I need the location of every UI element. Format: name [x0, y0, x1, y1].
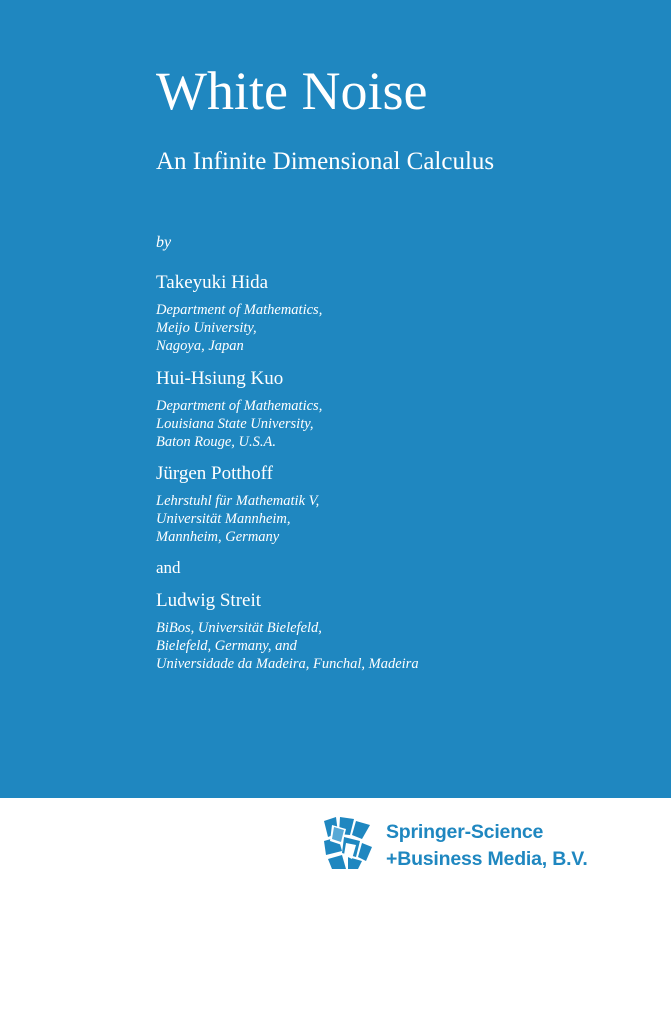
author-affiliation-line: Bielefeld, Germany, and: [156, 638, 297, 654]
author-affiliation-line: Baton Rouge, U.S.A.: [156, 434, 277, 450]
publisher-name-line1: Springer-Science: [386, 821, 544, 843]
author-affiliation-line: Lehrstuhl für Mathematik V,: [156, 493, 320, 509]
by-label: by: [156, 234, 172, 251]
author-name: Jürgen Potthoff: [156, 463, 273, 484]
author-name: Ludwig Streit: [156, 590, 262, 611]
book-title: White Noise: [156, 61, 428, 121]
springer-horse-logo-icon: [322, 815, 374, 871]
and-label: and: [156, 558, 181, 577]
author-name: Takeyuki Hida: [156, 272, 269, 293]
author-affiliation-line: Nagoya, Japan: [156, 338, 244, 354]
author-name: Hui-Hsiung Kuo: [156, 368, 284, 389]
author-affiliation-line: Louisiana State University,: [156, 416, 314, 432]
author-affiliation-line: Department of Mathematics,: [156, 302, 323, 318]
author-affiliation-line: Universität Mannheim,: [156, 511, 291, 527]
author-affiliation-line: Universidade da Madeira, Funchal, Madeira: [156, 656, 419, 672]
author-affiliation-line: Meijo University,: [156, 320, 257, 336]
author-affiliation-line: BiBos, Universität Bielefeld,: [156, 620, 322, 636]
book-subtitle: An Infinite Dimensional Calculus: [156, 148, 495, 175]
author-affiliation-line: Mannheim, Germany: [156, 529, 280, 545]
publisher-name-line2: +Business Media, B.V.: [386, 848, 588, 870]
author-affiliation-line: Department of Mathematics,: [156, 398, 323, 414]
